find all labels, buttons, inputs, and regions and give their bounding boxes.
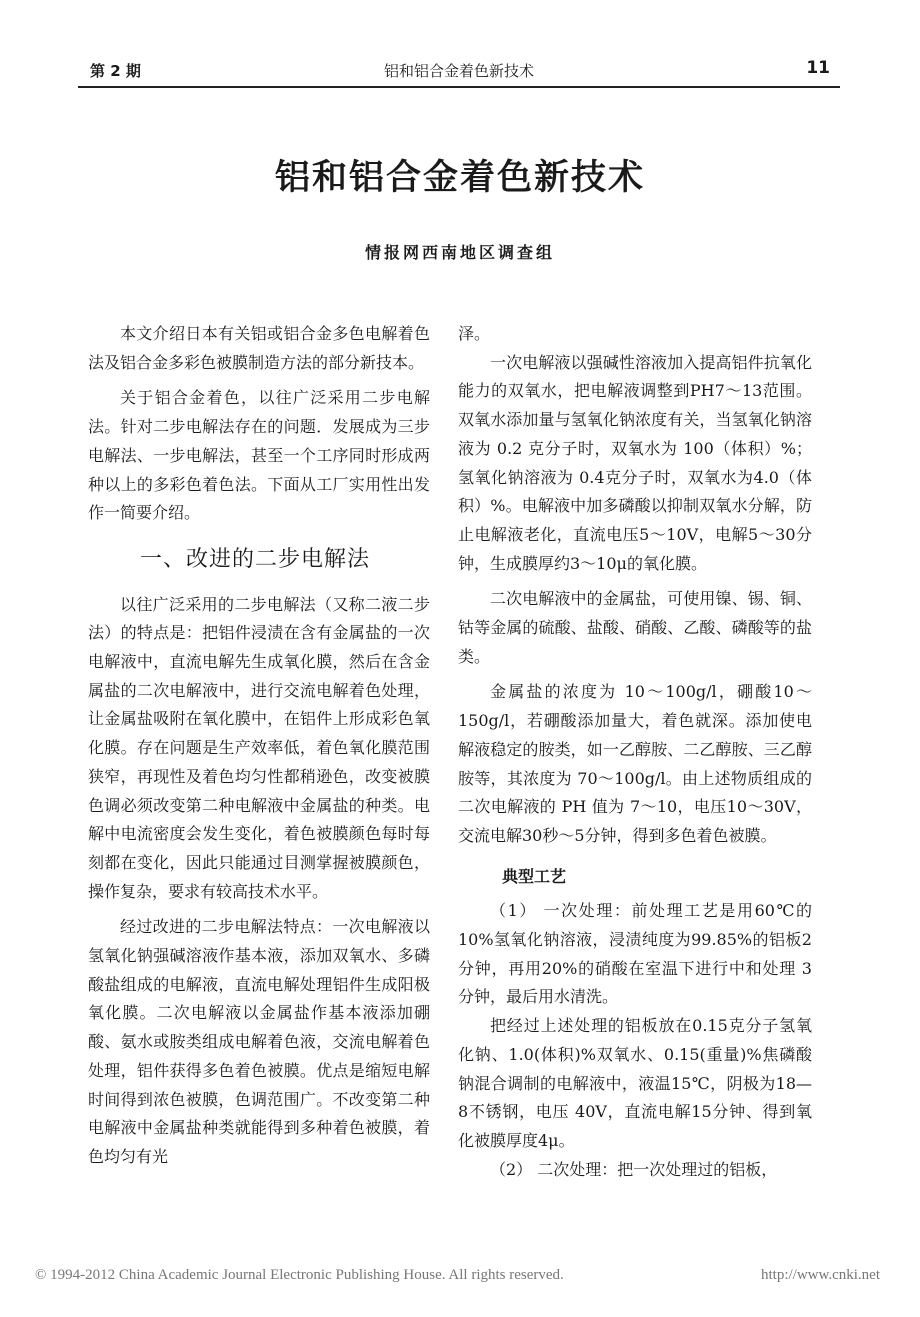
page-number: 11 xyxy=(806,58,830,78)
intro-paragraph-2: 关于铝合金着色，以往广泛采用二步电解法。针对二步电解法存在的问题．发展成为三步电解法、一步电解法，甚至一个工序同时形成两种以上的多彩色着色法。下面从工厂实用性出发作一简要介绍。 xyxy=(88,388,430,523)
running-title: 铝和铝合金着色新技术 xyxy=(383,62,534,80)
process-step-2: （2） 二次处理：把一次处理过的铝板， xyxy=(490,1159,778,1179)
intro-paragraph-1: 本文介绍日本有关铝或铝合金多色电解着色法及铝合金多彩色被膜制造方法的部分新技本。 xyxy=(88,324,430,372)
continued-text: 泽。 xyxy=(458,324,491,343)
right-paragraph-2: 二次电解液中的金属盐，可使用镍、锡、铜、钴等金属的硫酸、盐酸、硝酸、乙酸、磷酸等的盐类。 xyxy=(458,589,812,666)
right-paragraph-3: 金属盐的浓度为 10～100g/l，硼酸10～150g/l，若硼酸添加量大，着色就深。添加使电解液稳定的胺类，如一乙醇胺、二乙醇胺、三乙醇胺等，其浓度为 70～100g/l。由上述物质组成的二次电解液的 PH 值为 7～10，电压10～30V，交流电解30秒～5分钟，得到多色着色被膜。 xyxy=(458,682,812,845)
process-step-1: （1） 一次处理：前处理工艺是用60℃的10%氢氧化钠溶液，浸渍纯度为99.85%的铝板2分钟，再用20%的硝酸在室温下进行中和处理 3 分钟，最后用水清洗。 xyxy=(458,901,812,1007)
copyright-notice: © 1994-2012 China Academic Journal Electronic Publishing House. All rights reserved. xyxy=(35,1267,564,1283)
right-column xyxy=(458,320,812,1184)
running-header xyxy=(78,58,840,88)
issue-number: 第 2 期 xyxy=(90,62,141,80)
section1-paragraph-2: 经过改进的二步电解法特点：一次电解液以氢氧化钠强碱溶液作基本液，添加双氧水、多磷酸盐组成的电解液，直流电解处理铝件生成阳极氧化膜。二次电解液以金属盐作基本液添加硼酸、氨水或胺类组成电解着色液，交流电解着色处理，铝件获得多色着色被膜。优点是缩短电解时间得到浓色被膜，色调范围广。不改变第二种电解液中金属盐种类就能得到多种着色被膜，着色均匀有光 xyxy=(88,917,430,1166)
left-column xyxy=(88,320,430,1172)
right-paragraph-1: 一次电解液以强碱性溶液加入提高铝件抗氧化能力的双氧水，把电解液调整到PH7～13范围。双氧水添加量与氢氧化钠浓度有关，当氢氧化钠溶液为 0.2 克分子时，双氧水为 100（体积）%；氢氧化钠溶液为 0.4克分子时，双氧水为4.0（体积）%。电解液中加多磷酸以抑制双氧水分解，防止电解液老化，直流电压5～10V，电解5～30分钟，生成膜厚约3～10μ的氧化膜。 xyxy=(458,352,812,573)
sub-heading-typical-process: 典型工艺 xyxy=(502,866,567,886)
footer xyxy=(35,1267,880,1284)
section1-paragraph-1: 以往广泛采用的二步电解法（又称二液二步法）的特点是：把铝件浸渍在含有金属盐的一次电解液中，直流电解先生成氧化膜，然后在含金属盐的二次电解液中，进行交流电解着色处理，让金属盐吸附在氧化膜中，在铝件上形成彩色氧化膜。存在问题是生产效率低，着色氧化膜范围狭窄，再现性及着色均匀性都稍逊色，改变被膜色调必须改变第二种电解液中金属盐的种类。电解中电流密度会发生变化，着色被膜颜色每时每刻都在变化，因此只能通过目测掌握被膜颜色，操作复杂，要求有较高技术水平。 xyxy=(88,594,430,901)
process-step-1-detail: 把经过上述处理的铝板放在0.15克分子氢氧化钠、1.0(体积)%双氧水、0.15(重量)%焦磷酸钠混合调制的电解液中，液温15℃，阴极为18—8不锈钢，电压 40V，直流电解15分钟、得到氧化被膜厚度4μ。 xyxy=(458,1016,812,1150)
article-title: 铝和铝合金着色新技术 xyxy=(274,158,645,198)
article-author: 情报网西南地区调查组 xyxy=(364,243,555,262)
section-heading-1: 一、改进的二步电解法 xyxy=(140,546,371,572)
footer-url[interactable]: http://www.cnki.net xyxy=(760,1267,880,1283)
